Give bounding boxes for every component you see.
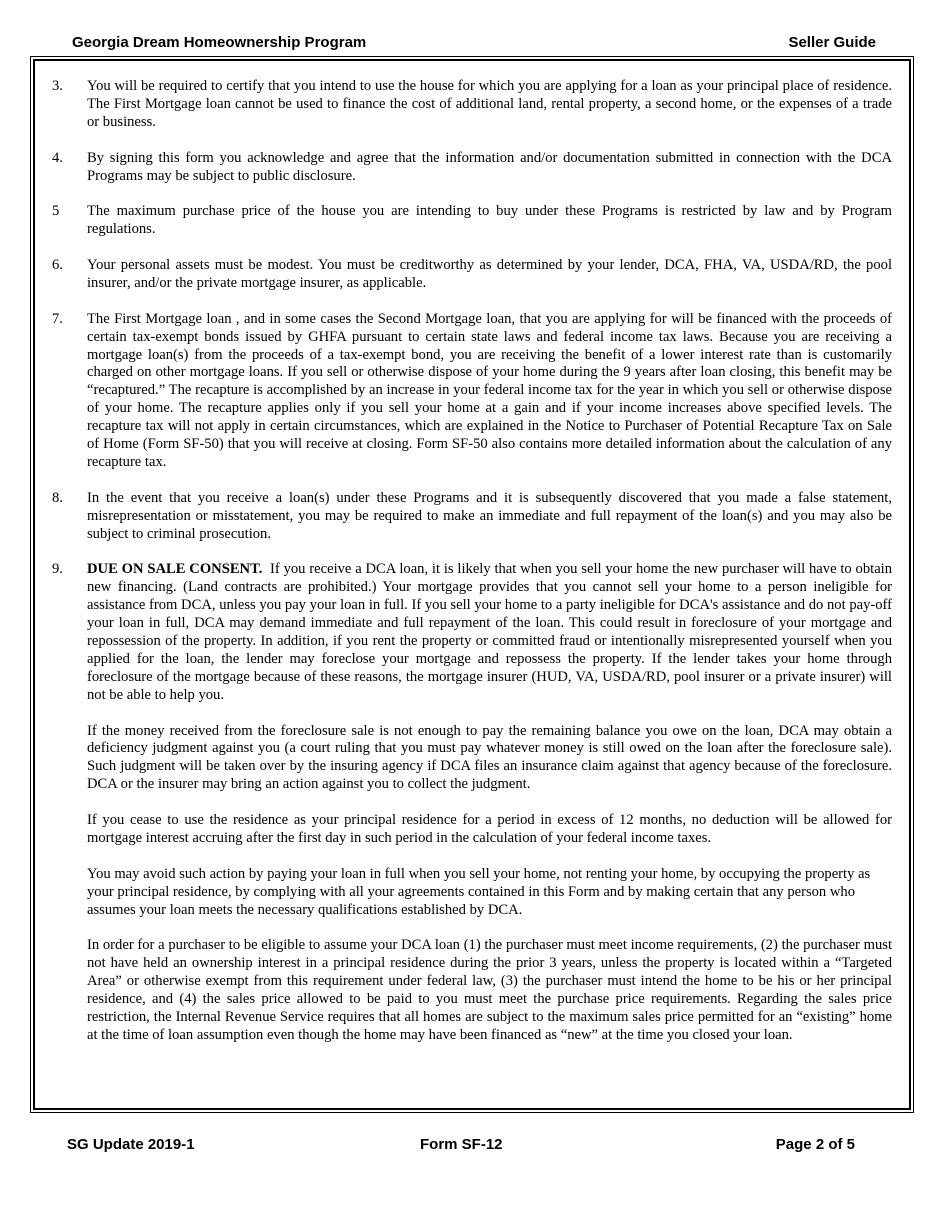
item-number: 6. (52, 257, 63, 274)
item-number: 3. (52, 78, 63, 94)
list-item-8 (50, 490, 892, 544)
list-item-6 (50, 257, 892, 293)
avoid-action-paragraph: You may avoid such action by paying your loan in full when you sell your home, not renting your home, by occupying the property as your principal residence, by complying with all your agreements contained in this Form and by making certain that any person who assumes your loan meets the necessary qualifications established by DCA. (87, 865, 871, 918)
page-footer (67, 1136, 855, 1156)
list-item-7 (50, 311, 892, 472)
program-title: Georgia Dream Homeownership Program (72, 34, 367, 51)
update-version: SG Update 2019-1 (67, 1136, 195, 1153)
item-text: You will be required to certify that you intend to use the house for which you are applying for a loan as your principal place of residence. The First Mortgage loan cannot be used to finance the cost of additional land, rental property, a second home, or the expenses of a trade or business. (87, 78, 892, 130)
list-item-4 (50, 150, 892, 186)
guide-title: Seller Guide (788, 34, 876, 51)
item-number: 9. (52, 561, 63, 578)
item-text: The First Mortgage loan , and in some cases the Second Mortgage loan, that you are applying for will be financed with the proceeds of certain tax-exempt bonds issued by GHFA pursuant to certain state laws and federal income tax laws. Because you are receiving a mortgage loan(s) from the proceeds of a tax-exempt bond, you are receiving the benefit of a lower interest rate than is customarily charged on other mortgage loans. If you sell or otherwise dispose of your home during the 9 years after loan closing, this benefit may be “recaptured.” The recapture is accomplished by an increase in your federal income tax for the year in which you sell or otherwise dispose of your home. The recapture applies only if you sell your home at a gain and if your income increases above specified levels. The recapture tax will not apply in certain circumstances, which are explained in the Notice to Purchaser of Potential Recapture Tax on Sale of Home (Form SF-50) that you will receive at closing. Form SF-50 also contains more detailed information about the calculation of any recapture tax. (87, 310, 892, 470)
list-item-3 (50, 78, 892, 132)
item-text: By signing this form you acknowledge and agree that the information and/or documentation submitted in connection with the DCA Programs may be subject to public disclosure. (87, 149, 892, 184)
item-text: In the event that you receive a loan(s) under these Programs and it is subsequently discovered that you made a false statement, misrepresentation or misstatement, you may be required to make an immediate and full repayment of the loan(s) and you may also be subject to criminal prosecution. (87, 489, 892, 542)
item-number: 5 (52, 203, 60, 220)
item-number: 4. (52, 149, 63, 166)
due-on-sale-text: If you receive a DCA loan, it is likely that when you sell your home the new purchaser will have to obtain new financing. (Land contracts are prohibited.) Your mortgage provides that you cannot sell your home to a person ineligible for assistance from DCA, unless you pay your loan in full. If you sell your home to a party ineligible for DCA's assistance and do not pay-off your loan in full, DCA may demand immediate and full repayment of the loan. This could result in foreclosure of your mortgage and repossession of the property. In addition, if you rent the property or committed fraud or intentionally misrepresented yourself when you applied for the loan, the lender may foreclose your mortgage and repossess the property. If the lender takes your home through foreclosure of the mortgage because of these reasons, the mortgage insurer (HUD, VA, USDA/RD, pool insurer or a private insurer) will not be able to help you. (87, 561, 893, 703)
list-item-5 (50, 203, 892, 239)
form-number: Form SF-12 (420, 1136, 503, 1153)
item-text (87, 561, 892, 704)
principal-residence-paragraph: If you cease to use the residence as your principal residence for a period in excess of 12 months, no deduction will be allowed for mortgage interest accruing after the first day in such period in the calculation of your federal income taxes. (87, 812, 892, 846)
due-on-sale-heading: DUE ON SALE CONSENT. (87, 561, 263, 578)
item-number: 8. (52, 489, 63, 506)
item-number: 7. (52, 310, 63, 327)
assumption-eligibility-paragraph: In order for a purchaser to be eligible to assume your DCA loan (1) the purchaser must meet income requirements, (2) the purchaser must not have held an ownership interest in a principal residence during the prior 3 years, unless the property is located within a “Targeted Area” or otherwise exempt from this requirement under federal law, (3) the purchaser must intend the home to be his or her principal residence, and (4) the sales price allowed to be paid to you must meet the purchase price requirements. Regarding the sales price restriction, the Internal Revenue Service requires that all homes are subject to the maximum sales price permitted for an “existing” home at the time of loan assumption even though the home may have been financed as “new” at the time you closed your loan. (87, 937, 892, 1043)
item-text: Your personal assets must be modest. You must be creditworthy as determined by your lender, DCA, FHA, VA, USDA/RD, the pool insurer, and/or the private mortgage insurer, as applicable. (87, 257, 892, 291)
page-header (72, 34, 876, 54)
document-body (50, 78, 892, 1063)
deficiency-judgment-paragraph: If the money received from the foreclosure sale is not enough to pay the remaining balance you owe on the loan, DCA may obtain a deficiency judgment against you (a court ruling that you must pay whatever money is still owed on the loan after the foreclosure sale). Such judgment will be taken over by the insuring agency if DCA files an insurance claim against that agency because of the foreclosure. DCA or the insurer may bring an action against you to collect the judgment. (87, 722, 892, 793)
item-text: The maximum purchase price of the house you are intending to buy under these Programs is restricted by law and by Program regulations. (87, 203, 892, 238)
list-item-9 (50, 561, 892, 1044)
page-number: Page 2 of 5 (775, 1136, 855, 1153)
